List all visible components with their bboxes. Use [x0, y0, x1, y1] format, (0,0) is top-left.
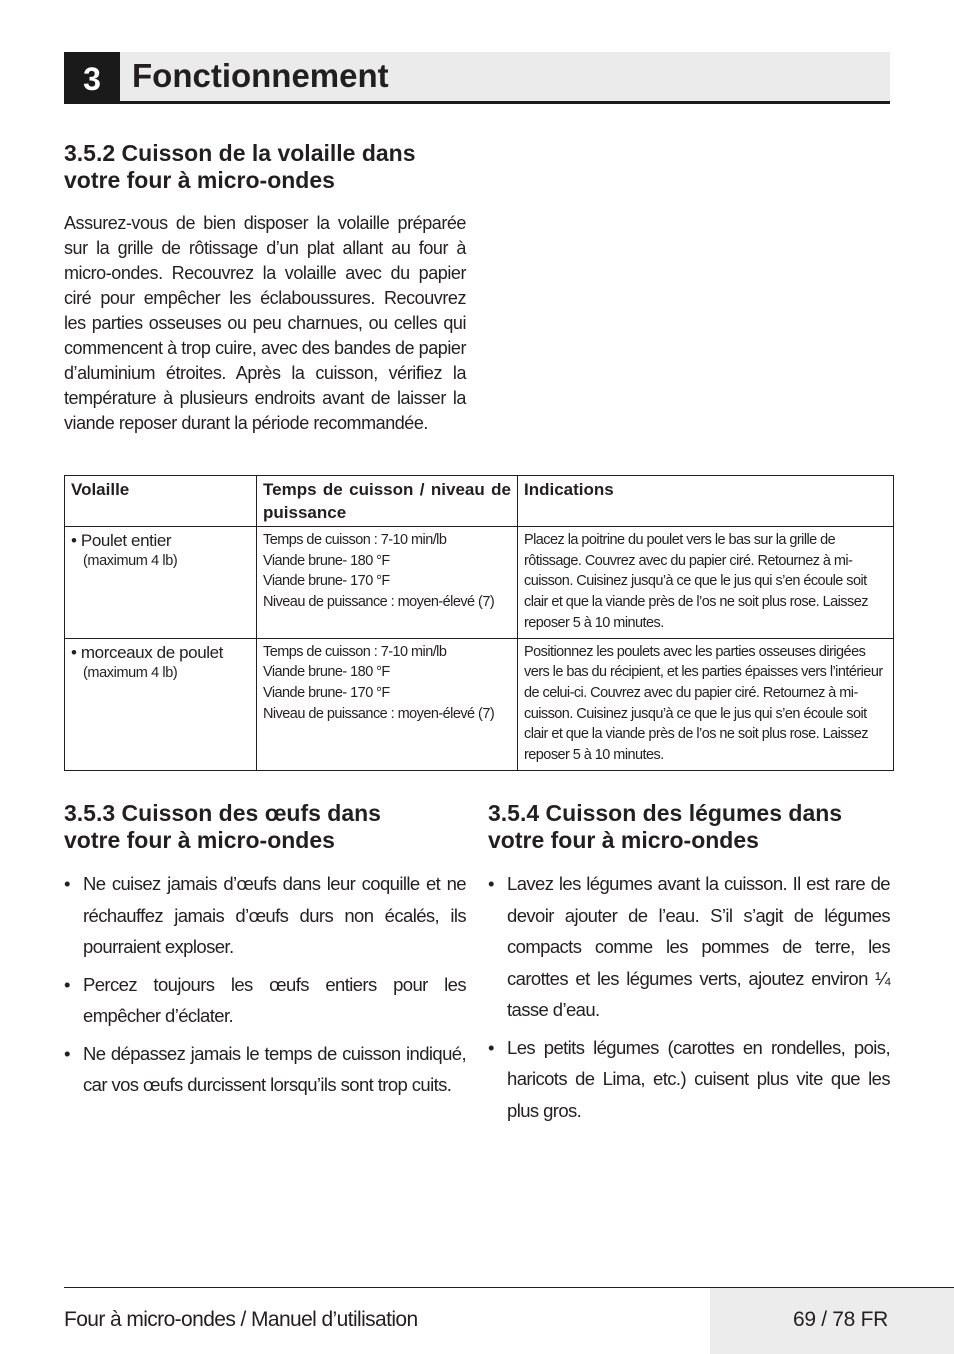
manual-title: Four à micro-ondes / Manuel d’utilisation: [64, 1308, 418, 1331]
bullet-dot: •: [488, 1036, 494, 1058]
poultry-weight-note: (maximum 4 lb): [83, 553, 178, 569]
poultry-cell: [65, 527, 257, 639]
bullet-dot: •: [71, 642, 77, 662]
section-553-bullet-list: [64, 868, 466, 1107]
section-552-heading: [64, 140, 416, 194]
chapter-number: 3: [64, 52, 120, 104]
table-row: [65, 638, 894, 770]
section-554-title-line1: 3.5.4 Cuisson des légumes dans: [488, 800, 843, 826]
time-line: Viande brune- 170 °F: [263, 573, 390, 590]
time-power-cell: [257, 638, 518, 770]
section-553-title-line2: votre four à micro-ondes: [64, 827, 335, 853]
bullet-dot: •: [64, 1042, 70, 1064]
bullet-dot: •: [71, 531, 77, 550]
list-item-text: Ne cuisez jamais d’œufs dans leur coquille et ne réchauffez jamais d’œufs durs non écalés, ils pourraient exploser.: [83, 873, 466, 957]
poultry-item-label: morceaux de poulet: [80, 642, 224, 662]
section-554-title-line2: votre four à micro-ondes: [488, 827, 759, 853]
indications-cell: Placez la poitrine du poulet vers le bas sur la grille de rôtissage. Couvrez avec du papier ciré. Retournez à mi-cuisson. Cuisinez jusqu’à ce que le jus qui s’en écoule soit clair et que la viande près de l’os ne soit plus rose. Laissez reposer 5 à 10 minutes.: [518, 527, 894, 639]
list-item-text: Percez toujours les œufs entiers pour les empêcher d’éclater.: [83, 973, 466, 1026]
poultry-item: [71, 642, 250, 664]
column-header-time-power: Temps de cuisson / niveau de puissance: [257, 476, 518, 527]
time-line: Temps de cuisson : 7-10 min/lb: [263, 643, 447, 660]
list-item: [488, 1032, 890, 1127]
table-row: [65, 527, 894, 639]
list-item: [488, 868, 890, 1026]
header-underline: [120, 101, 890, 104]
poultry-cell: [65, 638, 257, 770]
page-number: 69 / 78 FR: [792, 1308, 888, 1331]
time-line: Viande brune- 180 °F: [263, 552, 390, 569]
section-554-bullet-list: [488, 868, 890, 1132]
bullet-dot: •: [64, 873, 70, 894]
list-item: [64, 969, 466, 1032]
section-552-paragraph: Assurez-vous de bien disposer la volaille préparée sur la grille de rôtissage d’un plat allant au four à micro-ondes. Recouvrez la volaille avec du papier ciré pour empêcher les éclaboussures. Recouvrez les parties osseuses ou peu charnues, ou celles qui commencent à trop cuire, avec des bandes de papier d’aluminium étroites. Après la cuisson, vérifiez la température à plusieurs endroits avant de laisser la viande reposer durant la période recommandée.: [64, 213, 466, 433]
time-line: Temps de cuisson : 7-10 min/lb: [263, 532, 447, 548]
chapter-title: Fonctionnement: [132, 57, 389, 94]
section-552-title-line1: 3.5.2 Cuisson de la volaille dans: [64, 140, 416, 166]
indications-cell: Positionnez les poulets avec les parties osseuses dirigées vers le bas du récipient, et les parties épaisses vers l’intérieur de celui-ci. Couvrez avec du papier ciré. Retournez à mi-cuisson. Cuisinez jusqu’à ce que le jus qui s’en écoule soit clair et que la viande près de l’os ne soit plus rose. Laissez reposer 5 à 10 minutes.: [518, 638, 894, 770]
section-554-heading: [488, 800, 842, 854]
bullet-dot: •: [64, 973, 70, 995]
bullet-dot: •: [488, 873, 494, 894]
list-item-text: Les petits légumes (carottes en rondelles, pois, haricots de Lima, etc.) cuisent plus vite que les plus gros.: [507, 1036, 890, 1121]
list-item-text: Ne dépassez jamais le temps de cuisson indiqué, car vos œufs durcissent lorsqu’ils sont trop cuits.: [83, 1042, 466, 1095]
poultry-weight-note: (maximum 4 lb): [83, 664, 178, 681]
poultry-item: [71, 530, 250, 552]
table-header-row: [65, 476, 894, 527]
time-line: Niveau de puissance : moyen-élevé (7): [263, 705, 495, 722]
list-item: [64, 868, 466, 963]
time-line: Viande brune- 180 °F: [263, 664, 390, 681]
section-552-title-line2: votre four à micro-ondes: [64, 167, 335, 193]
poultry-cooking-table: [64, 475, 894, 771]
poultry-item-label: Poulet entier: [80, 531, 172, 550]
list-item: [64, 1038, 466, 1101]
section-553-title-line1: 3.5.3 Cuisson des œufs dans: [64, 800, 381, 826]
section-553-heading: [64, 800, 381, 854]
column-header-poultry: Volaille: [65, 476, 257, 527]
list-item-text: Lavez les légumes avant la cuisson. Il est rare de devoir ajouter de l’eau. S’il s’agit de légumes compacts comme les pommes de terre, les carottes et les légumes verts, ajoutez environ ¼ tasse d’eau.: [507, 873, 890, 1020]
time-line: Viande brune- 170 °F: [263, 684, 390, 701]
time-line: Niveau de puissance : moyen-élevé (7): [263, 594, 495, 611]
time-power-cell: [257, 527, 518, 639]
column-header-indications: Indications: [518, 476, 894, 527]
